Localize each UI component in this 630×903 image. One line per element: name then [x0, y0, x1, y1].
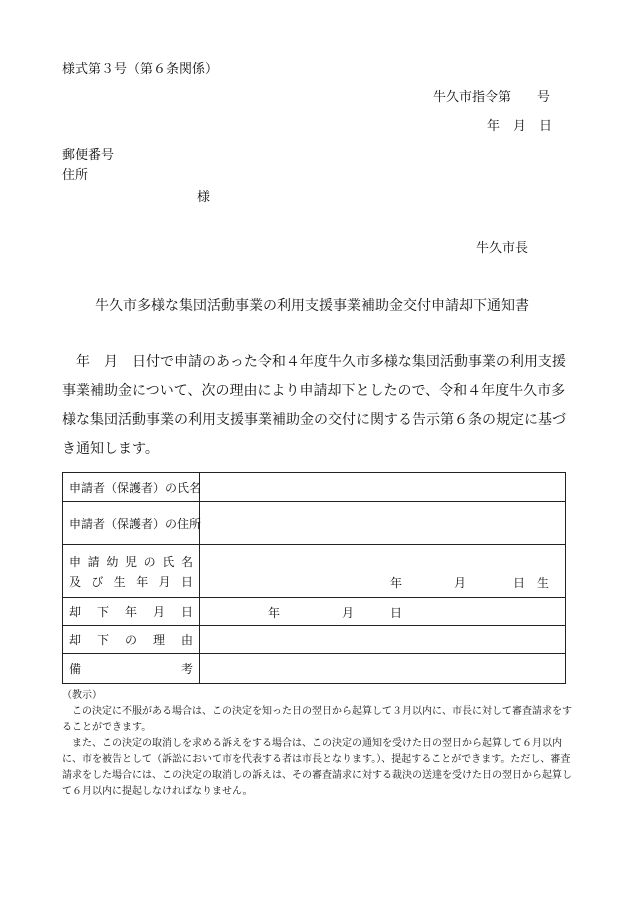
notice-heading: （教示） — [62, 690, 102, 701]
table-row — [63, 598, 566, 626]
table-row — [63, 545, 566, 598]
birth-month-label: 月 — [454, 576, 467, 590]
table-row — [63, 654, 566, 684]
applicant-address-label — [63, 502, 200, 545]
rejection-year-label: 年 — [268, 606, 281, 620]
postal-code-label: 郵便番号 — [62, 148, 115, 163]
notice-details-table — [62, 472, 566, 684]
rejection-day-label: 日 — [390, 606, 403, 620]
applicant-name-label — [63, 473, 200, 502]
instruction-notice — [62, 688, 572, 800]
birth-year-label: 年 — [390, 576, 403, 590]
document-title: 牛久市多様な集団活動事業の利用支援事業補助金交付申請却下通知書 — [95, 298, 529, 314]
rejection-reason-label — [63, 626, 200, 654]
table-row — [63, 473, 566, 502]
birth-day-label: 日生 — [513, 576, 562, 590]
form-number: 様式第３号（第６条関係） — [62, 62, 219, 77]
applicant-address-label-text: 申請者（保護者）の住所 — [69, 516, 202, 531]
remarks-label — [63, 654, 200, 684]
notice-paragraph-2: また、この決定の取消しを求める訴えをする場合は、この決定の通知を受けた日の翌日から起算して６月以内に、市を被告として（訴訟において市を代表する者は市長となります。）、提起することができます。ただし、審査請求をした場合には、この決定の取消しの訴えは、その審査請求に対する裁決の送達を受けた日の翌日から起算して６月以内に提起しなければなりません。 — [62, 738, 572, 797]
child-label-line2: 及び生年月日 — [69, 574, 193, 589]
child-name-birthdate-label — [63, 545, 200, 598]
table-row — [63, 626, 566, 654]
rejection-date-value — [200, 598, 566, 626]
notice-paragraph-1: この決定に不服がある場合は、この決定を知った日の翌日から起算して３月以内に、市長に対して審査請求をすることができます。 — [62, 706, 572, 733]
applicant-name-value — [200, 473, 566, 502]
remarks-value — [200, 654, 566, 684]
applicant-address-value — [200, 502, 566, 545]
rejection-reason-label-text: 却下の理由 — [69, 633, 193, 647]
sender-name: 牛久市長 — [476, 241, 529, 256]
child-label-line1: 申請幼児の氏名 — [69, 554, 193, 569]
rejection-reason-value — [200, 626, 566, 654]
rejection-month-label: 月 — [342, 606, 355, 620]
remarks-label-text: 備考 — [69, 662, 193, 676]
directive-number: 牛久市指令第 号 — [433, 90, 551, 105]
recipient-honorific: 様 — [197, 190, 211, 205]
table-row — [63, 502, 566, 545]
child-name-birthdate-value — [200, 545, 566, 598]
rejection-date-label — [63, 598, 200, 626]
address-label: 住所 — [62, 168, 89, 183]
rejection-date-label-text: 却下年月日 — [69, 605, 193, 619]
issue-date: 年 月 日 — [487, 119, 553, 134]
applicant-name-label-text: 申請者（保護者）の氏名 — [69, 480, 202, 495]
notification-body: 年 月 日付で申請のあった令和４年度牛久市多様な集団活動事業の利用支援事業補助金について、次の理由により申請却下としたので、令和４年度牛久市多様な集団活動事業の利用支援事業補助金の交付に関する告示第６条の規定に基づき通知します。 — [62, 354, 566, 457]
